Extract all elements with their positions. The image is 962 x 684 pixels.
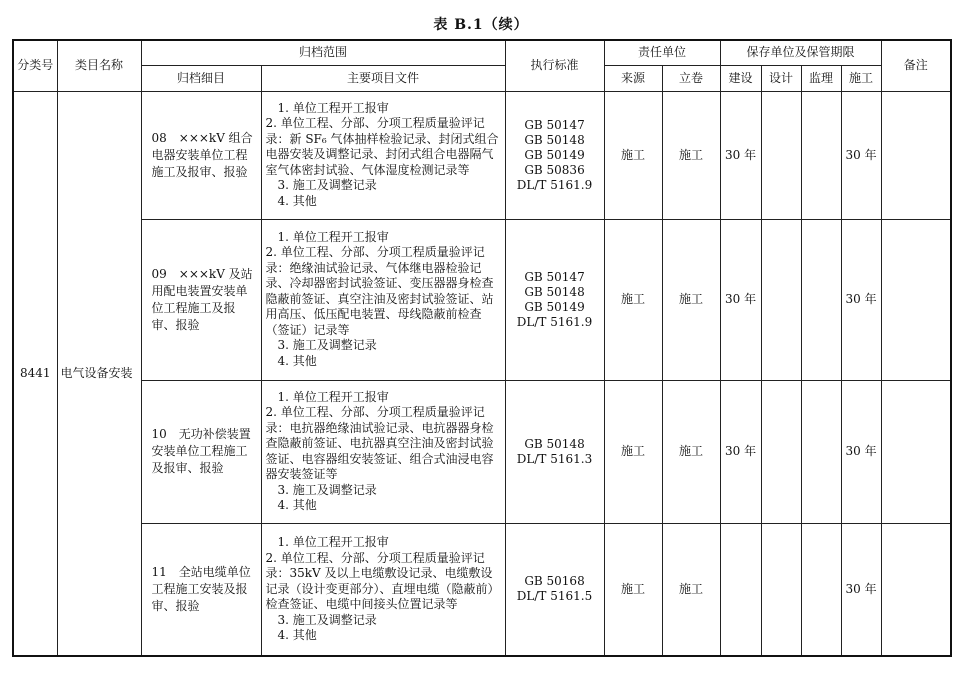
doc-item: 4. 其他 <box>277 353 317 368</box>
archive-detail: 09 ×××kV 及站用配电装置安装单位工程施工及报审、报验 <box>141 219 261 380</box>
doc-item: 3. 施工及调整记录 <box>277 178 377 193</box>
construction-cell: 30 年 <box>720 380 761 523</box>
standard-item: GB 50168 <box>524 574 585 589</box>
category-name: 电气设备安装 <box>57 91 141 656</box>
standard-item: GB 50147 <box>524 269 585 284</box>
standard-list <box>505 91 604 219</box>
remark-cell <box>881 523 951 656</box>
header-archive-scope: 归档范围 <box>141 40 505 65</box>
archive-detail: 08 ×××kV 组合电器安装单位工程施工及报审、报验 <box>141 91 261 219</box>
construction-cell: 30 年 <box>720 219 761 380</box>
doc-item: 3. 施工及调整记录 <box>277 612 377 627</box>
standard-item: DL/T 5161.3 <box>516 451 593 466</box>
standard-item: GB 50148 <box>524 132 585 147</box>
builder-cell: 30 年 <box>841 91 881 219</box>
category-code: 8441 <box>13 91 57 656</box>
doc-item: 1. 单位工程开工报审 <box>277 229 389 244</box>
header-code: 分类号 <box>13 40 57 91</box>
remark-cell <box>881 219 951 380</box>
doc-item: 4. 其他 <box>277 498 317 512</box>
standard-item: DL/T 5161.9 <box>516 314 593 329</box>
design-cell <box>761 380 801 523</box>
header-design: 设计 <box>761 65 801 91</box>
builder-cell: 30 年 <box>841 380 881 523</box>
header-construction: 建设 <box>720 65 761 91</box>
doc-item: 4. 其他 <box>277 193 317 208</box>
main-docs <box>261 91 505 219</box>
standard-item: GB 50149 <box>524 299 585 314</box>
standard-item: GB 50836 <box>524 162 585 177</box>
builder-cell: 30 年 <box>841 523 881 656</box>
doc-item: 4. 其他 <box>277 628 317 642</box>
header-builder: 施工 <box>841 65 881 91</box>
header-supervision: 监理 <box>801 65 841 91</box>
header-category: 类目名称 <box>57 40 141 91</box>
header-main-docs: 主要项目文件 <box>261 65 505 91</box>
remark-cell <box>881 91 951 219</box>
supervision-cell <box>801 523 841 656</box>
source-cell: 施工 <box>604 523 662 656</box>
source-cell: 施工 <box>604 380 662 523</box>
standard-list <box>505 523 604 656</box>
header-responsible: 责任单位 <box>604 40 720 65</box>
remark-cell <box>881 380 951 523</box>
supervision-cell <box>801 380 841 523</box>
doc-item: 1. 单位工程开工报审 <box>277 535 389 549</box>
doc-item: 3. 施工及调整记录 <box>277 482 377 497</box>
archive-table <box>12 39 952 657</box>
standard-item: DL/T 5161.9 <box>516 177 593 192</box>
source-cell: 施工 <box>604 219 662 380</box>
standard-item: DL/T 5161.5 <box>516 589 593 604</box>
table-caption: 表 B.1（续） <box>433 17 529 33</box>
archive-detail: 10 无功补偿装置安装单位工程施工及报审、报验 <box>141 380 261 523</box>
doc-item: 2. 单位工程、分部、分项工程质量验评记录：35kV 及以上电缆敷设记录、电缆敷设记录（设计变更部分）、直埋电缆（隐蔽前）检查签证、电缆中间接头位置记录等 <box>265 550 500 611</box>
standard-list <box>505 380 604 523</box>
construction-cell: 30 年 <box>720 91 761 219</box>
filing-cell: 施工 <box>662 219 720 380</box>
design-cell <box>761 219 801 380</box>
doc-item: 3. 施工及调整记录 <box>277 338 377 353</box>
table-row <box>13 380 951 523</box>
main-docs <box>261 219 505 380</box>
source-cell: 施工 <box>604 91 662 219</box>
standard-item: GB 50147 <box>524 117 585 132</box>
header-retention: 保存单位及保管期限 <box>720 40 881 65</box>
archive-detail: 11 全站电缆单位工程施工安装及报审、报验 <box>141 523 261 656</box>
header-standard: 执行标准 <box>505 40 604 91</box>
header-source: 来源 <box>604 65 662 91</box>
doc-item: 1. 单位工程开工报审 <box>277 389 389 404</box>
standard-item: GB 50148 <box>524 436 585 451</box>
doc-item: 2. 单位工程、分部、分项工程质量验评记录：电抗器绝缘油试验记录、电抗器器身检查隐蔽前签证、电抗器真空注油及密封试验签证、电容器组安装签证、组合式油浸电容器安装签证等 <box>265 405 494 481</box>
builder-cell: 30 年 <box>841 219 881 380</box>
filing-cell: 施工 <box>662 523 720 656</box>
filing-cell: 施工 <box>662 91 720 219</box>
header-filing: 立卷 <box>662 65 720 91</box>
construction-cell <box>720 523 761 656</box>
doc-item: 2. 单位工程、分部、分项工程质量验评记录：绝缘油试验记录、气体继电器检验记录、冷却器密封试验签证、变压器器身检查隐蔽前签证、真空注油及密封试验签证、站用高压、低压配电装置、母线隐蔽前检查（签证）记录等 <box>265 245 494 337</box>
header-remark: 备注 <box>881 40 951 91</box>
main-docs <box>261 523 505 656</box>
doc-item: 1. 单位工程开工报审 <box>277 100 389 115</box>
supervision-cell <box>801 219 841 380</box>
table-row <box>13 219 951 380</box>
supervision-cell <box>801 91 841 219</box>
design-cell <box>761 91 801 219</box>
standard-item: GB 50149 <box>524 147 585 162</box>
standard-list <box>505 219 604 380</box>
table-row <box>13 523 951 656</box>
standard-item: GB 50148 <box>524 284 585 299</box>
header-archive-detail: 归档细目 <box>141 65 261 91</box>
design-cell <box>761 523 801 656</box>
main-docs <box>261 380 505 523</box>
doc-item: 2. 单位工程、分部、分项工程质量验评记录：新 SF₆ 气体抽样检验记录、封闭式组合电器安装及调整记录、封闭式组合电器隔气室气体密封试验、气体湿度检测记录等 <box>265 116 499 177</box>
filing-cell: 施工 <box>662 380 720 523</box>
table-row <box>13 91 951 219</box>
